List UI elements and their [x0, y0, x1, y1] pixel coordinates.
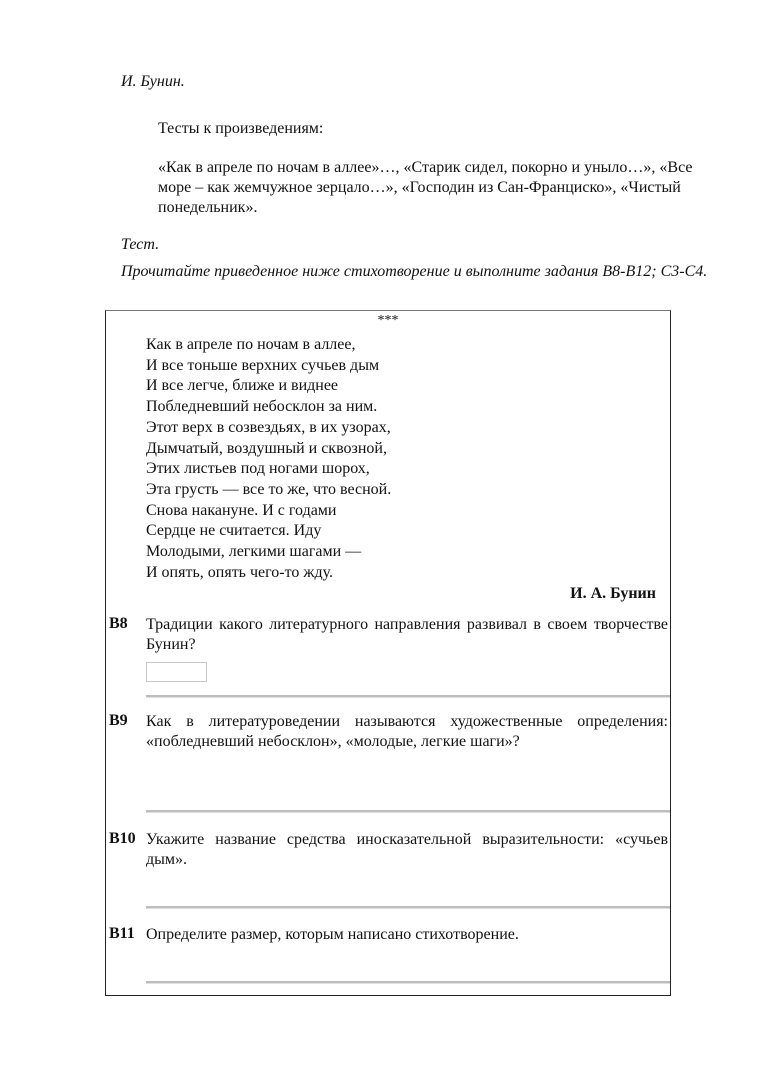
poem-title: ***: [377, 313, 399, 328]
poem-line: Этих листьев под ногами шорох,: [146, 460, 370, 478]
poem-line: И все легче, ближе и виднее: [146, 377, 339, 395]
answer-line-b8[interactable]: [146, 695, 670, 698]
question-number: B10: [109, 830, 136, 847]
poem-line: И все тоньше верхних сучьев дым: [146, 356, 380, 374]
answer-input-b8[interactable]: [146, 662, 207, 682]
question-text: Определите размер, которым написано стихотворение.: [146, 926, 519, 943]
test-instruction: Прочитайте приведенное ниже стихотворение и выполните задания B8-B12; C3-C4.: [121, 263, 708, 280]
works-list: «Как в апреле по ночам в аллее»…, «Старик сидел, покорно и уныло…», «Все море – как жемчужное зерцало…», «Господин из Сан-Франциско», «Чистый понедельник».: [158, 159, 693, 216]
poem-line: Эта грусть — все то же, что весной.: [146, 480, 392, 498]
question-text: Укажите название средства иносказательной выразительности: «сучьев дым».: [146, 831, 668, 868]
answer-line-b10[interactable]: [146, 906, 670, 909]
question-text: Традиции какого литературного направления развивал в своем творчестве Бунин?: [146, 616, 668, 653]
test-label: Тест.: [121, 236, 160, 253]
poem-line: Молодыми, легкими шагами —: [146, 543, 362, 561]
question-number: B9: [109, 712, 128, 729]
author-heading: И. Бунин.: [121, 73, 185, 90]
question-number: B8: [109, 615, 128, 632]
answer-line-b11[interactable]: [146, 981, 670, 984]
answer-line-b9[interactable]: [146, 810, 670, 813]
test-table: [105, 310, 671, 996]
poem-signature: И. А. Бунин: [570, 585, 656, 602]
tests-title: Тесты к произведениям:: [158, 120, 324, 137]
question-number: B11: [109, 925, 135, 942]
poem-line: Как в апреле по ночам в аллее,: [146, 336, 356, 353]
poem-line: Сердце не считается. Иду: [146, 522, 322, 540]
poem-line: Этот верх в созвездьях, в их узорах,: [146, 418, 391, 436]
poem-text: [146, 335, 391, 583]
poem-line: И опять, опять чего-то жду.: [146, 563, 333, 581]
question-text: Как в литературоведении называются художественные определения: «побледневший небосклон», «молодые, легкие шаги»?: [146, 713, 668, 750]
poem-line: Побледневший небосклон за ним.: [146, 398, 378, 416]
poem-line: Снова накануне. И с годами: [146, 501, 337, 519]
poem-line: Дымчатый, воздушный и сквозной,: [146, 439, 387, 457]
